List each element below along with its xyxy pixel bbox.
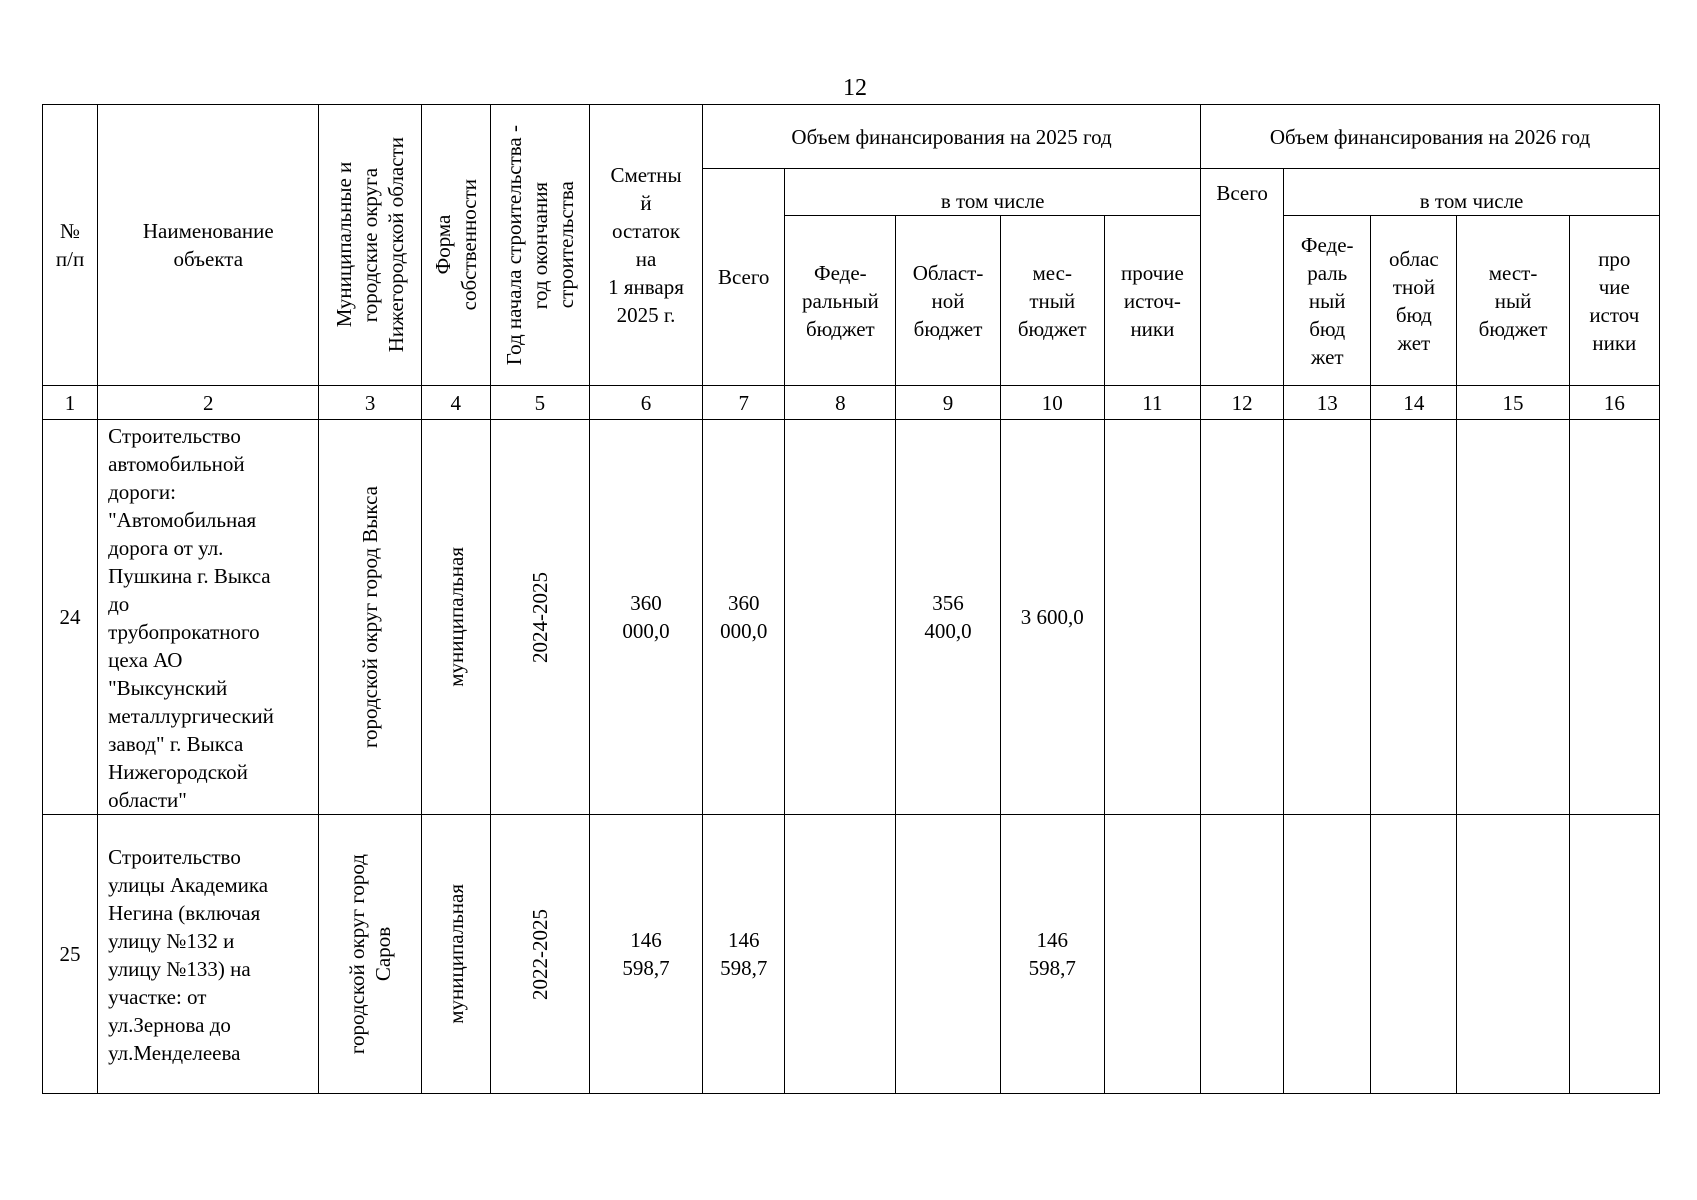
row-total-2025: 360 000,0 (703, 420, 785, 815)
row-years (490, 815, 589, 1094)
column-number: 16 (1569, 386, 1659, 420)
header-local-2025: мес- тный бюджет (1000, 216, 1104, 386)
row-federal-2025 (785, 420, 896, 815)
column-number: 13 (1284, 386, 1371, 420)
header-total-2026: Всего (1201, 169, 1284, 386)
row-other-2025 (1104, 420, 1200, 815)
row-other-2025 (1104, 815, 1200, 1094)
row-object-name: Строительство автомобильной дороги: "Автомобильная дорога от ул. Пушкина г. Выкса до трубопрокатного цеха АО "Выксунский металлургический завод" г. Выкса Нижегородской области" (98, 420, 319, 815)
row-estimate: 360 000,0 (589, 420, 702, 815)
header-num: № п/п (43, 105, 98, 386)
row-total-2026 (1201, 815, 1284, 1094)
column-number: 4 (421, 386, 490, 420)
header-name: Наименование объекта (98, 105, 319, 386)
row-local-2025: 3 600,0 (1000, 420, 1104, 815)
column-number: 6 (589, 386, 702, 420)
column-number: 1 (43, 386, 98, 420)
header-federal-2025: Феде- ральный бюджет (785, 216, 896, 386)
row-ownership (421, 815, 490, 1094)
funding-table (42, 104, 1660, 1094)
row-municipality-label: городской округ город Саров (345, 853, 396, 1055)
header-municipality (319, 105, 421, 386)
column-number: 5 (490, 386, 589, 420)
row-estimate: 146 598,7 (589, 815, 702, 1094)
row-object-name: Строительство улицы Академика Негина (включая улицу №132 и улицу №133) на участке: от ул.Зернова до ул.Менделеева (98, 815, 319, 1094)
row-ownership-label: муниципальная (443, 547, 468, 687)
table-row (43, 815, 1660, 1094)
header-federal-2026: Феде- раль ный бюд жет (1284, 216, 1371, 386)
row-municipality-label: городской округ город Выкса (358, 485, 383, 749)
header-years (490, 105, 589, 386)
header-funding-2026: Объем финансирования на 2026 год (1201, 105, 1660, 169)
row-municipality (319, 815, 421, 1094)
column-number-row (43, 386, 1660, 420)
row-local-2026 (1457, 420, 1569, 815)
header-years-label: Год начала строительства - год окончания строительства (501, 124, 578, 366)
row-total-2026 (1201, 420, 1284, 815)
header-including-2025: в том числе (785, 169, 1201, 216)
column-number: 15 (1457, 386, 1569, 420)
row-federal-2025 (785, 815, 896, 1094)
header-regional-2026: облас тной бюд жет (1371, 216, 1457, 386)
row-years (490, 420, 589, 815)
column-number: 10 (1000, 386, 1104, 420)
page-number: 12 (843, 75, 867, 101)
header-including-2026: в том числе (1284, 169, 1660, 216)
row-regional-2026 (1371, 815, 1457, 1094)
column-number: 8 (785, 386, 896, 420)
row-federal-2026 (1284, 815, 1371, 1094)
column-number: 12 (1201, 386, 1284, 420)
column-number: 7 (703, 386, 785, 420)
header-total-2025: Всего (703, 169, 785, 386)
row-other-2026 (1569, 815, 1659, 1094)
row-num: 24 (43, 420, 98, 815)
header-row-1 (43, 105, 1660, 169)
header-funding-2025: Объем финансирования на 2025 год (703, 105, 1201, 169)
header-regional-2025: Област- ной бюджет (896, 216, 1000, 386)
row-federal-2026 (1284, 420, 1371, 815)
row-num: 25 (43, 815, 98, 1094)
row-regional-2025 (896, 815, 1000, 1094)
column-number: 3 (319, 386, 421, 420)
row-other-2026 (1569, 420, 1659, 815)
header-local-2026: мест- ный бюджет (1457, 216, 1569, 386)
row-municipality (319, 420, 421, 815)
row-regional-2026 (1371, 420, 1457, 815)
header-ownership-label: Форма собственности (430, 179, 481, 311)
column-number: 9 (896, 386, 1000, 420)
row-total-2025: 146 598,7 (703, 815, 785, 1094)
row-years-label: 2024-2025 (527, 571, 552, 663)
column-number: 11 (1104, 386, 1200, 420)
row-regional-2025: 356 400,0 (896, 420, 1000, 815)
header-estimate: Сметны й остаток на 1 января 2025 г. (589, 105, 702, 386)
header-ownership (421, 105, 490, 386)
table-row (43, 420, 1660, 815)
row-ownership (421, 420, 490, 815)
header-municipality-label: Муниципальные и городские округа Нижегородской области (332, 137, 409, 353)
header-other-2026: про чие источ ники (1569, 216, 1659, 386)
row-years-label: 2022-2025 (527, 908, 552, 1000)
row-local-2025: 146 598,7 (1000, 815, 1104, 1094)
column-number: 2 (98, 386, 319, 420)
row-ownership-label: муниципальная (443, 884, 468, 1024)
header-other-2025: прочие источ- ники (1104, 216, 1200, 386)
column-number: 14 (1371, 386, 1457, 420)
row-local-2026 (1457, 815, 1569, 1094)
